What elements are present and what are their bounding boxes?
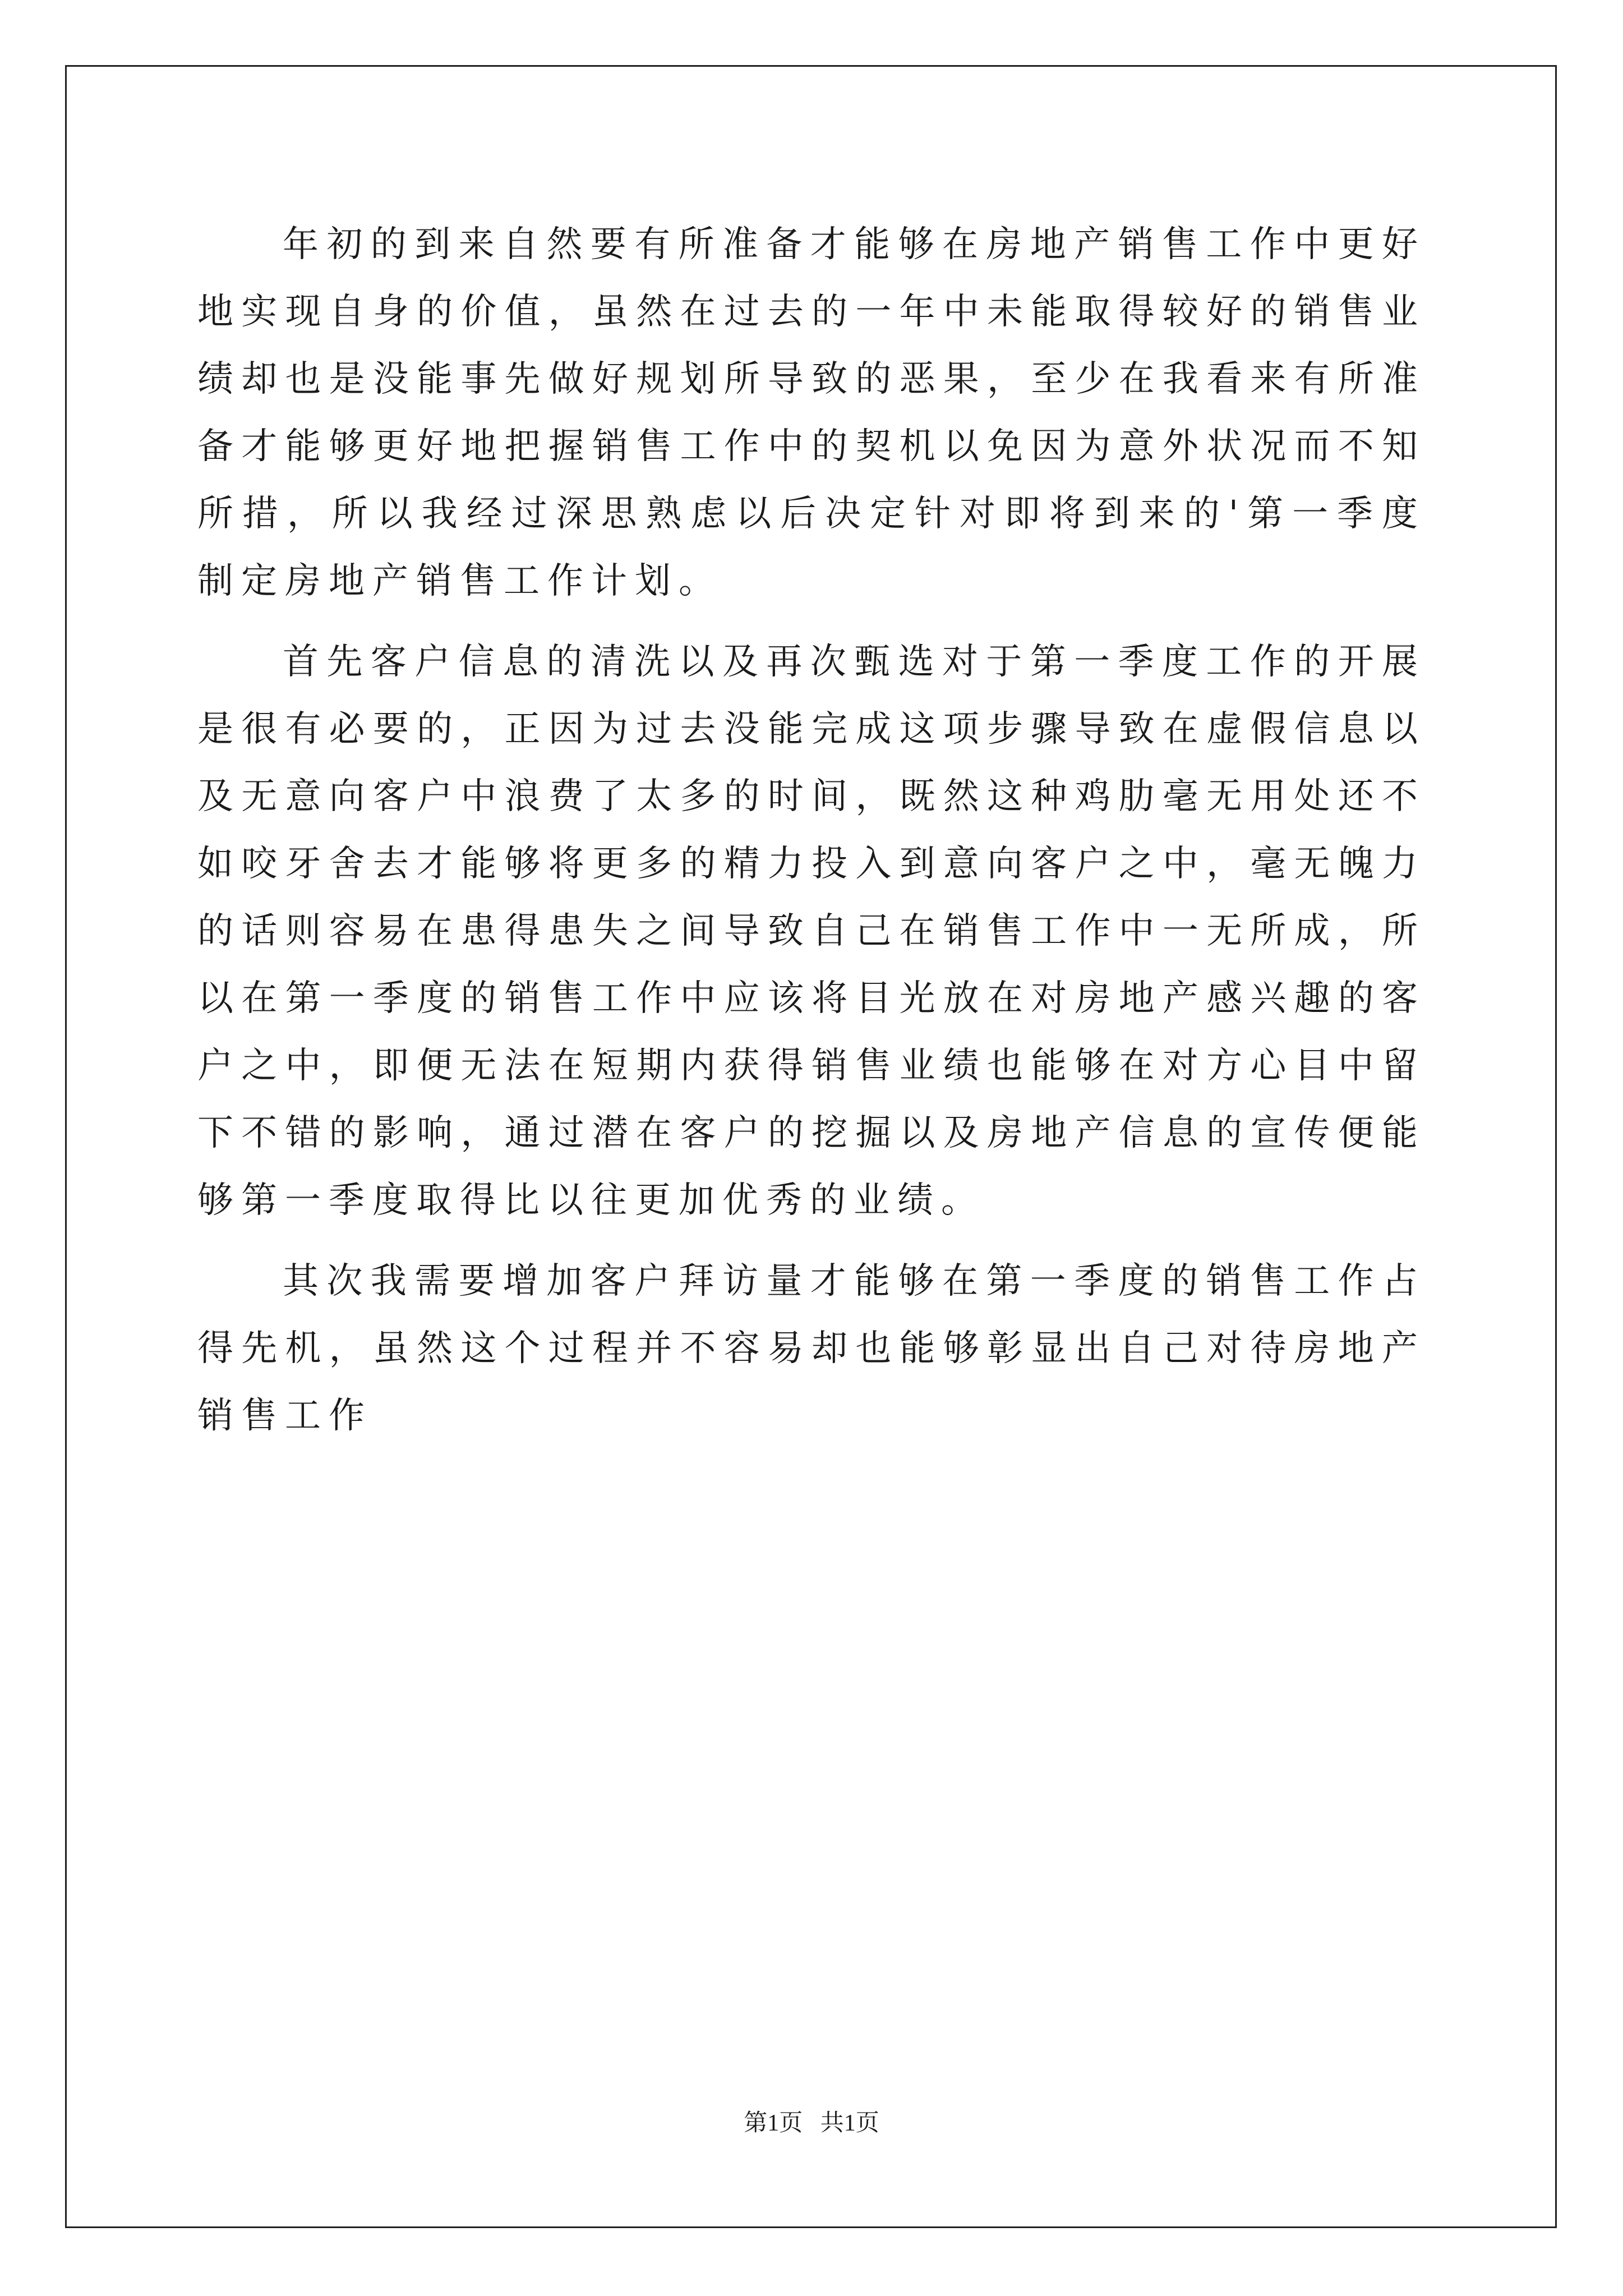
paragraph-customer-visits: 其次我需要增加客户拜访量才能够在第一季度的销售工作占得先机，虽然这个过程并不容易却也能够彰显出自己对待房地产销售工作 xyxy=(197,1260,1426,1437)
page-number-footer: 第1页 共1页 xyxy=(744,2110,879,2136)
document-body xyxy=(197,211,1426,1450)
paragraph-intro: 年初的到来自然要有所准备才能够在房地产销售工作中更好地实现自身的价值，虽然在过去的一年中未能取得较好的销售业绩却也是没能事先做好规划所导致的恶果，至少在我看来有所准备才能够更好地把握销售工作中的契机以免因为意外状况而不知所措，所以我经过深思熟虑以后决定针对即将到来的'第一季度制定房地产销售工作计划。 xyxy=(197,224,1426,602)
paragraph-customer-screening: 首先客户信息的清洗以及再次甄选对于第一季度工作的开展是很有必要的，正因为过去没能完成这项步骤导致在虚假信息以及无意向客户中浪费了太多的时间，既然这种鸡肋毫无用处还不如咬牙舍去才能够将更多的精力投入到意向客户之中，毫无魄力的话则容易在患得患失之间导致自己在销售工作中一无所成，所以在第一季度的销售工作中应该将目光放在对房地产感兴趣的客户之中，即便无法在短期内获得销售业绩也能够在对方心目中留下不错的影响，通过潜在客户的挖掘以及房地产信息的宣传便能够第一季度取得比以往更加优秀的业绩。 xyxy=(197,641,1426,1221)
